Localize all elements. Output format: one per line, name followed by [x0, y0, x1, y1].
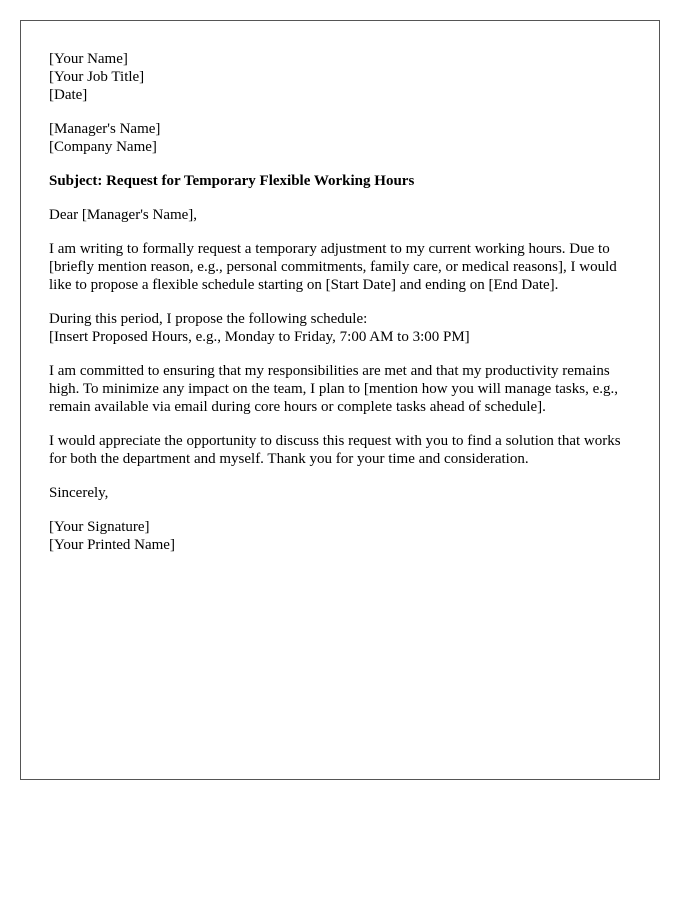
recipient-company-name: [Company Name] [49, 139, 157, 155]
body-paragraph-2 [49, 310, 639, 346]
body-paragraph-3-text: I am committed to ensuring that my responsibilities are met and that my productivity remains high. To minimize any impact on the team, I plan to [mention how you will manage tasks, e.g., remain available via email during core hours or complete tasks ahead of schedule]. [49, 363, 618, 415]
letter-content [49, 50, 639, 570]
schedule-intro: During this period, I propose the following schedule: [49, 311, 368, 327]
signature-block [49, 518, 639, 554]
proposed-schedule: [Insert Proposed Hours, e.g., Monday to Friday, 7:00 AM to 3:00 PM] [49, 329, 470, 345]
body-paragraph-4 [49, 432, 639, 468]
letter-page [20, 20, 660, 780]
signature-line: [Your Signature] [49, 519, 150, 535]
printed-name: [Your Printed Name] [49, 537, 175, 553]
salutation: Dear [Manager's Name], [49, 207, 198, 223]
sender-name: [Your Name] [49, 51, 128, 67]
subject-block [49, 172, 639, 190]
sender-block [49, 50, 639, 104]
subject-line: Subject: Request for Temporary Flexible Working Hours [49, 173, 415, 189]
sender-job-title: [Your Job Title] [49, 69, 145, 85]
closing-block [49, 484, 639, 502]
recipient-block [49, 120, 639, 156]
letter-date: [Date] [49, 87, 88, 103]
recipient-manager-name: [Manager's Name] [49, 121, 161, 137]
body-paragraph-4-text: I would appreciate the opportunity to discuss this request with you to find a solution that works for both the department and myself. Thank you for your time and consideration. [49, 433, 621, 467]
salutation-block [49, 206, 639, 224]
body-paragraph-3 [49, 362, 639, 416]
body-paragraph-1 [49, 240, 639, 294]
body-paragraph-1-text: I am writing to formally request a temporary adjustment to my current working hours. Due to [briefly mention reason, e.g., personal commitments, family care, or medical reasons], I would like to propose a flexible schedule starting on [Start Date] and ending on [End Date]. [49, 241, 617, 293]
closing: Sincerely, [49, 485, 109, 501]
